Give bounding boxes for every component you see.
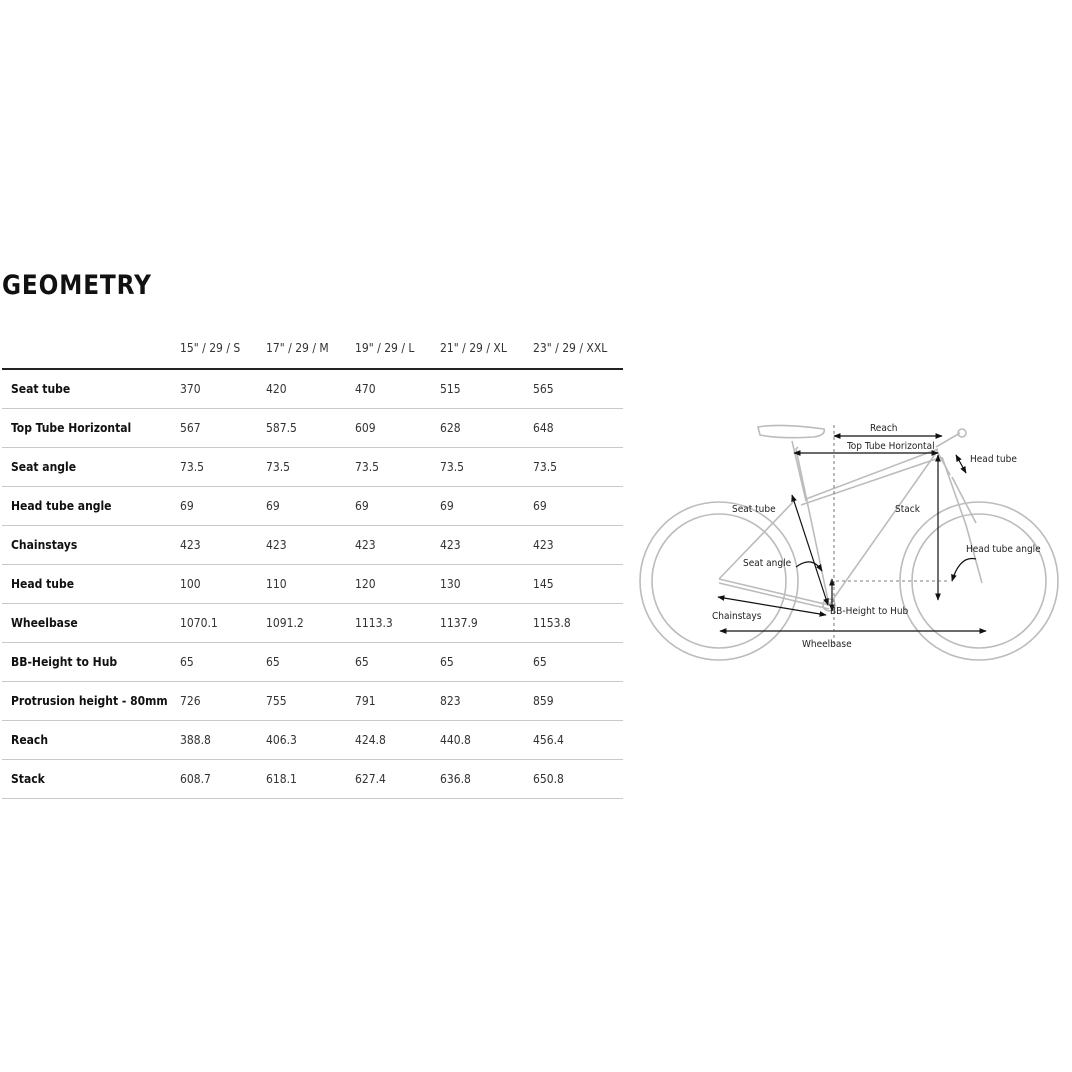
head-tube-arrow [956,455,966,473]
table-cell: 636.8 [440,760,533,799]
table-cell: 406.3 [266,721,355,760]
table-cell: 69 [355,487,440,526]
table-cell: 370 [180,369,266,409]
table-row [2,487,623,526]
table-cell: 823 [440,682,533,721]
table-cell: 1153.8 [533,604,623,643]
seat-angle-arc [796,562,822,571]
table-cell: 423 [266,526,355,565]
table-cell: 130 [440,565,533,604]
table-cell: 73.5 [355,448,440,487]
row-label: Stack [2,760,180,799]
table-cell: 69 [440,487,533,526]
table-cell: 65 [533,643,623,682]
reach-label: Reach [870,423,898,434]
table-cell: 423 [355,526,440,565]
table-cell: 423 [440,526,533,565]
column-header: 15" / 29 / S [180,328,266,369]
table-cell: 65 [266,643,355,682]
table-cell: 69 [533,487,623,526]
table-cell: 388.8 [180,721,266,760]
table-cell: 456.4 [533,721,623,760]
row-label: Reach [2,721,180,760]
stem [936,433,960,447]
table-cell: 73.5 [266,448,355,487]
chainstays-label: Chainstays [712,611,762,622]
table-row [2,369,623,409]
head-tube-label: Head tube [970,454,1017,465]
table-cell: 145 [533,565,623,604]
table-cell: 587.5 [266,409,355,448]
table-cell: 120 [355,565,440,604]
wheelbase-label: Wheelbase [802,639,852,650]
stack-label: Stack [895,504,920,515]
table-cell: 618.1 [266,760,355,799]
table-cell: 791 [355,682,440,721]
measurement-lines [718,436,986,631]
row-label: Wheelbase [2,604,180,643]
table-cell: 515 [440,369,533,409]
bike-geometry-diagram [630,405,1070,675]
row-label: Chainstays [2,526,180,565]
table-cell: 1113.3 [355,604,440,643]
fork [942,457,982,583]
table-row [2,604,623,643]
rear-wheel-inner [652,514,786,648]
table-cell: 567 [180,409,266,448]
seat-tube-label: Seat tube [732,504,776,515]
table-cell: 726 [180,682,266,721]
table-row [2,760,623,799]
row-label: BB-Height to Hub [2,643,180,682]
table-cell: 1091.2 [266,604,355,643]
table-row [2,682,623,721]
head-tube-angle-arc [952,558,976,581]
row-label: Seat angle [2,448,180,487]
table-cell: 65 [355,643,440,682]
table-cell: 648 [533,409,623,448]
seat-stay-chainstay [719,447,829,605]
table-cell: 110 [266,565,355,604]
table-cell: 859 [533,682,623,721]
table-cell: 470 [355,369,440,409]
row-label: Protrusion height - 80mm [2,682,180,721]
seat-angle-label: Seat angle [743,558,792,569]
table-row [2,565,623,604]
table-row [2,721,623,760]
table-cell: 627.4 [355,760,440,799]
table-cell: 65 [180,643,266,682]
table-cell: 65 [440,643,533,682]
table-cell: 420 [266,369,355,409]
table-cell: 628 [440,409,533,448]
table-row [2,526,623,565]
table-row [2,448,623,487]
page-title: GEOMETRY [2,270,152,301]
table-body [2,369,623,799]
table-cell: 424.8 [355,721,440,760]
table-cell: 565 [533,369,623,409]
saddle [758,425,824,437]
column-header: 19" / 29 / L [355,328,440,369]
table-cell: 755 [266,682,355,721]
seatpost [792,441,806,501]
table-header-row [2,328,623,369]
row-label: Head tube angle [2,487,180,526]
geometry-table [2,328,623,799]
table-cell: 423 [180,526,266,565]
top-tube [806,449,938,499]
table-cell: 650.8 [533,760,623,799]
table-cell: 73.5 [533,448,623,487]
table-cell: 73.5 [180,448,266,487]
column-header: 17" / 29 / M [266,328,355,369]
front-wheel-outer [900,502,1058,660]
row-label: Top Tube Horizontal [2,409,180,448]
table-cell: 73.5 [440,448,533,487]
column-header: 23" / 29 / XXL [533,328,623,369]
table-cell: 69 [266,487,355,526]
table-cell: 69 [180,487,266,526]
table-cell: 1070.1 [180,604,266,643]
header-corner [2,328,180,369]
bb-height-label: BB-Height to Hub [830,606,909,617]
table-row [2,409,623,448]
table-row [2,643,623,682]
row-label: Head tube [2,565,180,604]
chainstay-lower [719,583,829,609]
table-cell: 609 [355,409,440,448]
table-cell: 440.8 [440,721,533,760]
table-cell: 423 [533,526,623,565]
table-cell: 1137.9 [440,604,533,643]
table-cell: 608.7 [180,760,266,799]
column-header: 21" / 29 / XL [440,328,533,369]
rear-wheel-outer [640,502,798,660]
head-tube-angle-label: Head tube angle [966,544,1041,555]
top-tube-label: Top Tube Horizontal [847,441,935,452]
row-label: Seat tube [2,369,180,409]
table-cell: 100 [180,565,266,604]
